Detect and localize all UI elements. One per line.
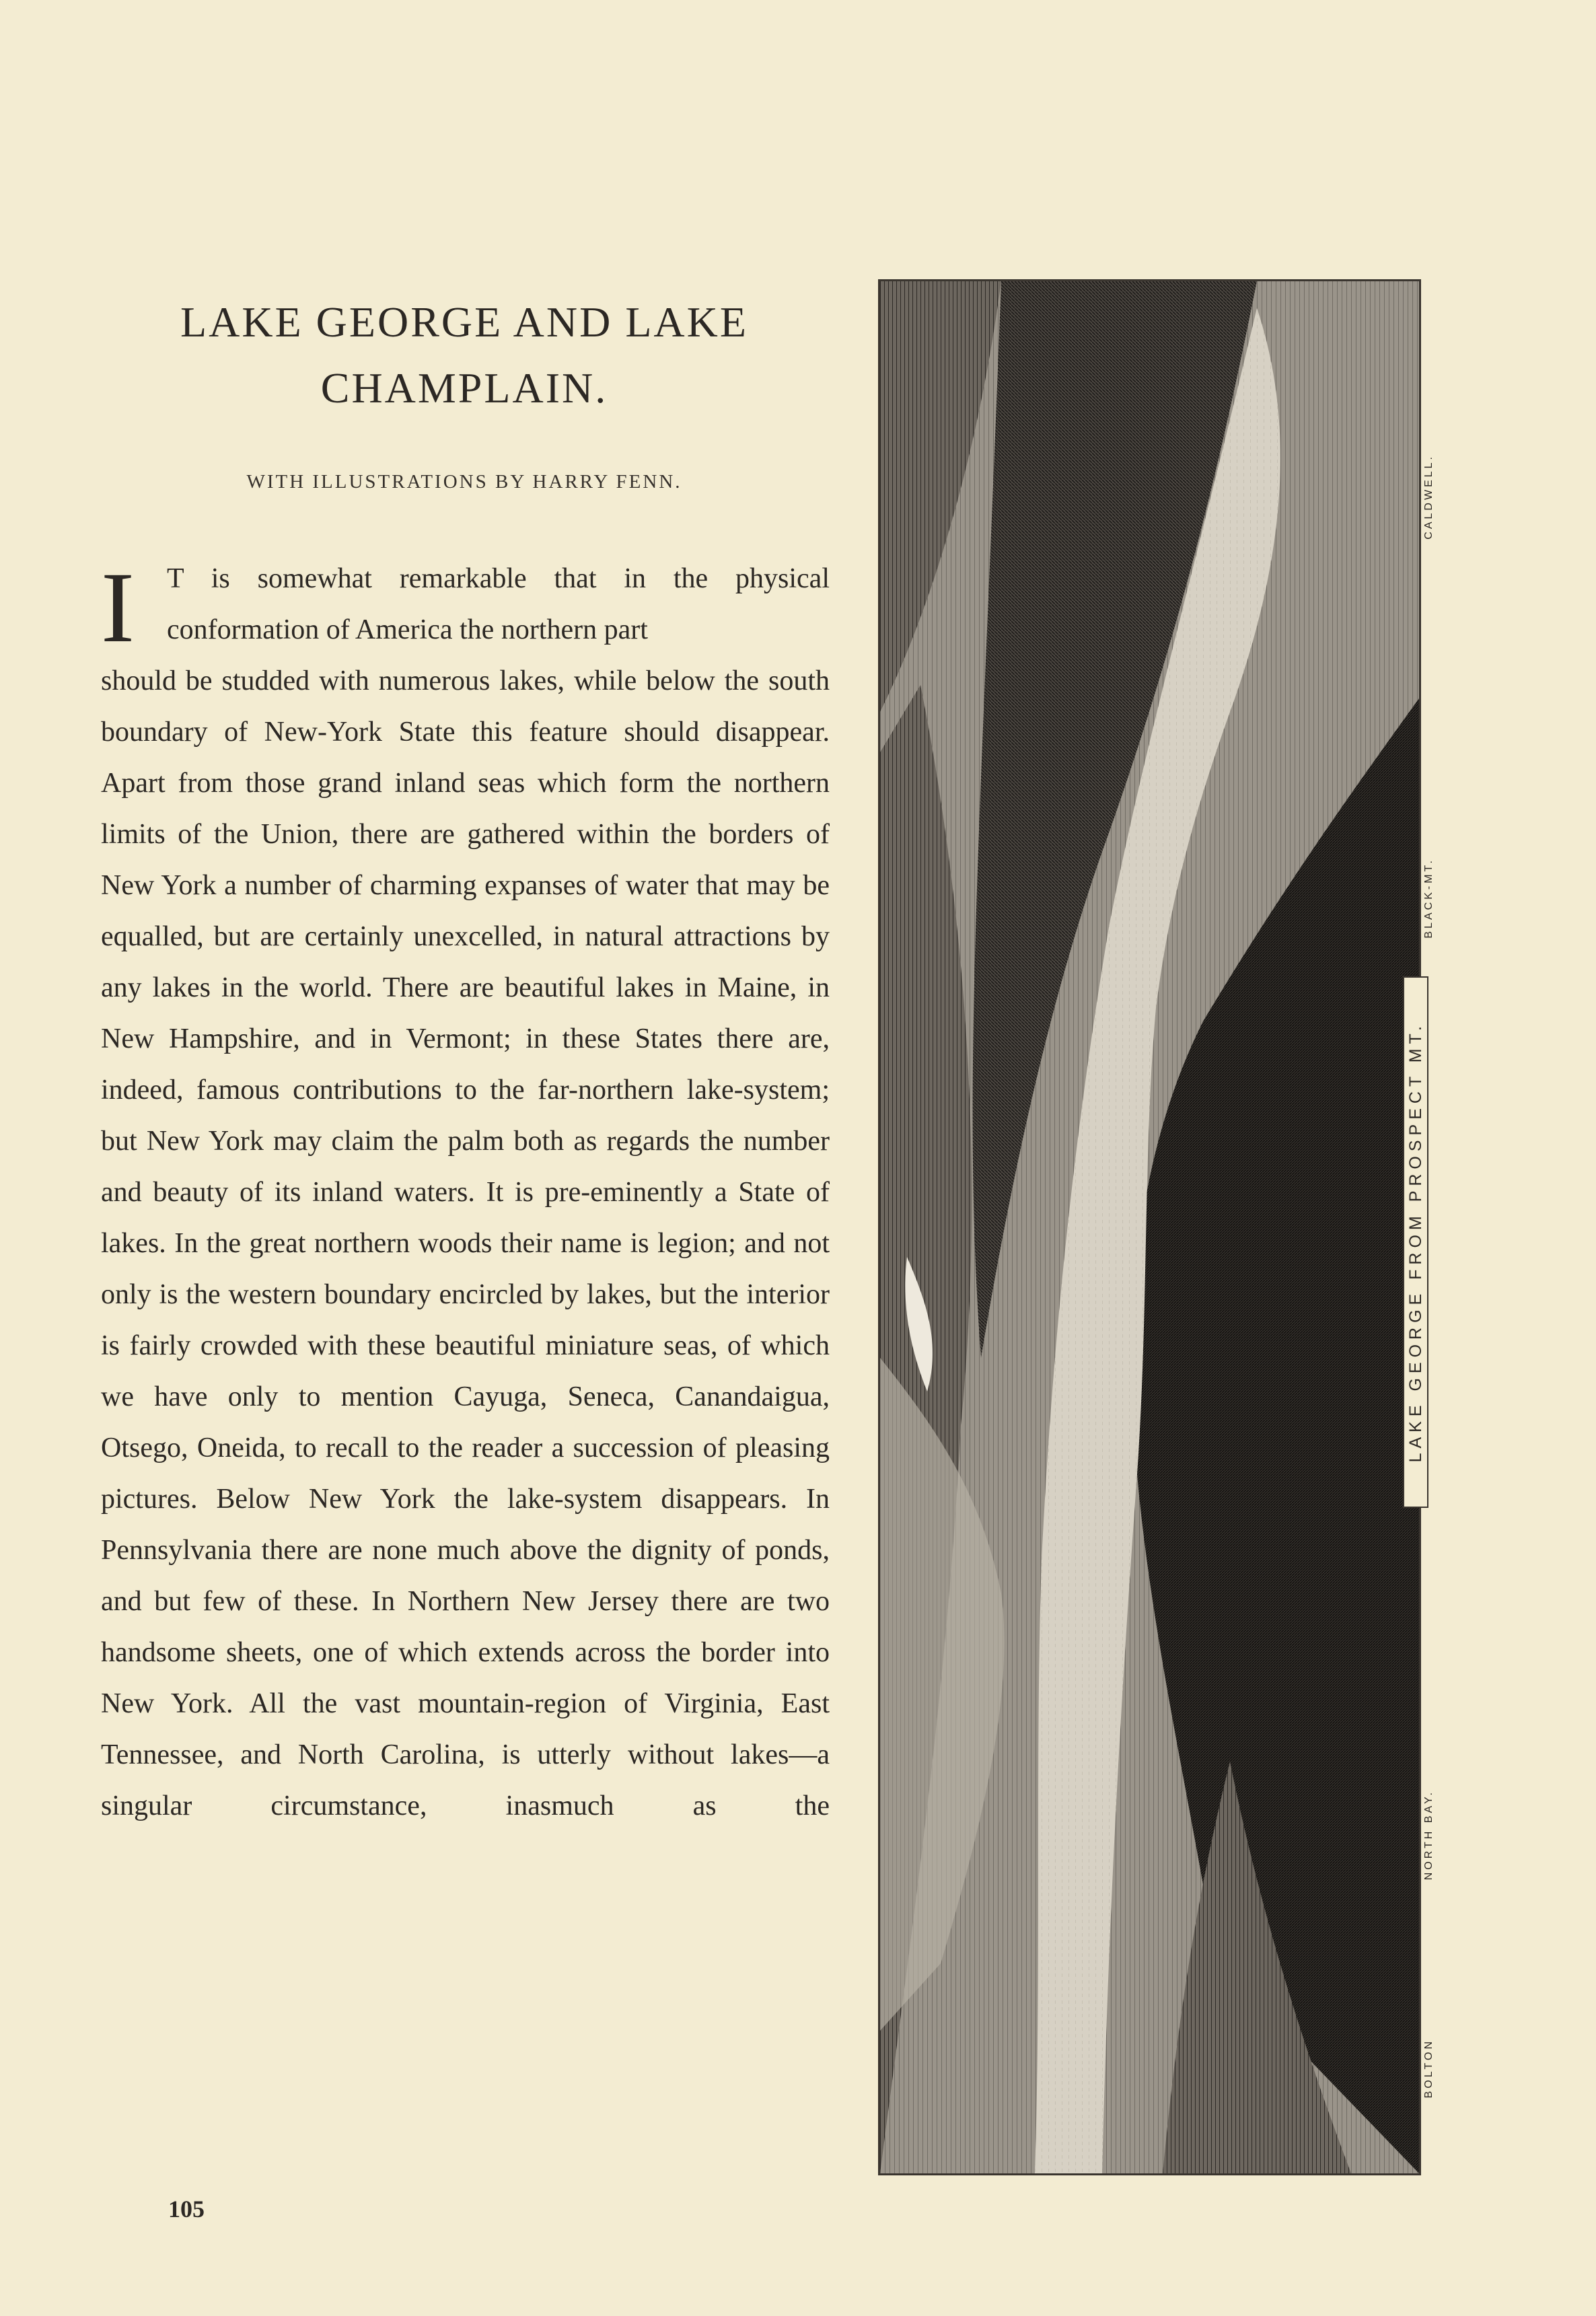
title-line-1: LAKE GEORGE AND LAKE <box>180 298 748 346</box>
illustration-plate <box>878 279 1435 2175</box>
article-title <box>101 289 828 421</box>
opening-paragraph <box>101 552 830 663</box>
lake-george-engraving <box>878 279 1421 2175</box>
title-line-2: CHAMPLAIN. <box>320 364 608 412</box>
label-black-mt: BLACK-MT. <box>1423 858 1435 939</box>
body-paragraph: should be studded with numerous lakes, while below the south boundary of New-York State this feature should disappear. Apart from those grand inland seas which form the northern limits of the Union, there are gathered within the borders of New York a number of charming expanses of water that may be equalled, but are certainly unexcelled, in natural attractions by any lakes in the world. There are beautiful lakes in Maine, in New Hampshire, and in Vermont; in these States there are, indeed, famous contributions to the far-northern lake-system; but New York may claim the palm both as regards the number and beauty of its inland waters. It is pre-eminently a State of lakes. In the great northern woods their name is legion; and not only is the western boundary encircled by lakes, but the interior is fairly crowded with these beautiful miniature seas, of which we have only to mention Cayuga, Seneca, Canandaigua, Otsego, Oneida, to recall to the reader a succession of pleasing pictures. Below New York the lake-system disappears. In Pennsylvania there are none much above the dignity of ponds, and but few of these. In Northern New Jersey there are two handsome sheets, one of which extends across the border into New York. All the vast mountain-region of Virginia, East Tennessee, and North Carolina, is utterly without lakes—a singular circumstance, inasmuch as the <box>101 665 830 1821</box>
label-bolton: BOLTON <box>1423 2039 1435 2099</box>
page-number: 105 <box>168 2196 205 2222</box>
lead-text: T is somewhat remarkable that in the physical conformation of America the northern part <box>167 563 830 645</box>
article-body <box>101 553 830 1832</box>
plate-caption-text: LAKE GEORGE FROM PROSPECT MT. <box>1406 1021 1425 1463</box>
label-caldwell: CALDWELL. <box>1423 454 1435 540</box>
illustration-credit: WITH ILLUSTRATIONS BY HARRY FENN. <box>246 471 682 493</box>
drop-cap: I <box>101 552 135 663</box>
label-north-bay: NORTH BAY. <box>1423 1790 1435 1881</box>
plate-caption <box>1403 976 1428 1508</box>
